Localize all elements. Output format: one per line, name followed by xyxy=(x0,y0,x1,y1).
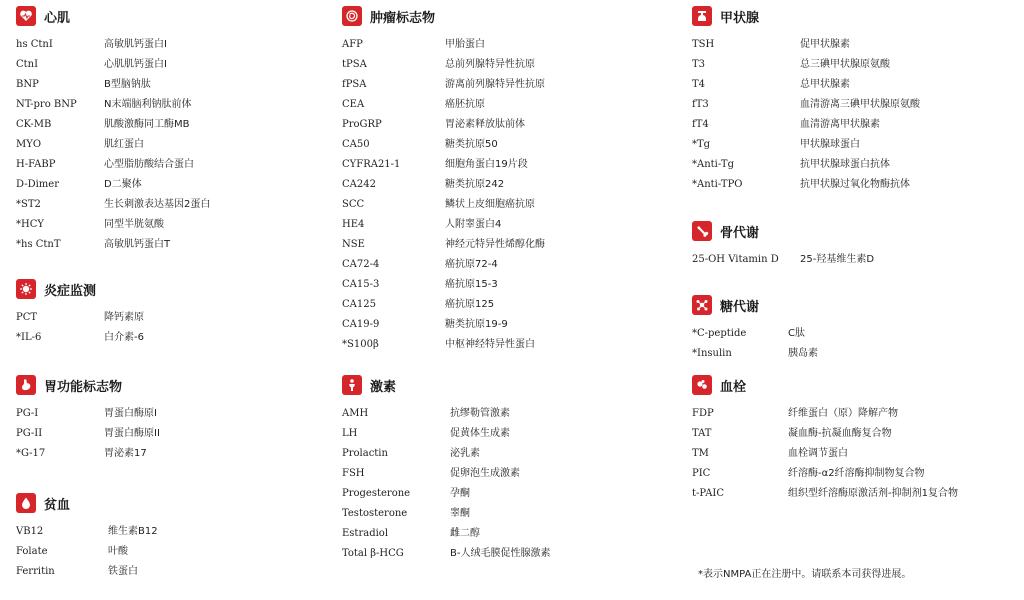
assay-name: 生长刺激表达基因2蛋白 xyxy=(104,199,211,210)
assay-abbreviation: NT-pro BNP xyxy=(16,99,77,110)
assay-row xyxy=(16,328,144,348)
assay-abbreviation: CYFRA21-1 xyxy=(342,159,401,170)
assay-abbreviation: fPSA xyxy=(342,79,367,90)
assay-row xyxy=(342,335,535,355)
assay-abbreviation: H-FABP xyxy=(16,159,56,170)
assay-abbreviation: MYO xyxy=(16,139,42,150)
section-header xyxy=(16,492,70,514)
assay-list xyxy=(692,35,920,195)
assay-row xyxy=(16,115,190,135)
assay-abbreviation: SCC xyxy=(342,199,365,210)
assay-name: 抗甲状腺球蛋白抗体 xyxy=(800,159,890,170)
section-title: 贫血 xyxy=(44,497,71,513)
assay-name: 癌抗原72-4 xyxy=(445,259,498,270)
assay-abbreviation: Total β-HCG xyxy=(342,548,404,559)
assay-abbreviation: Estradiol xyxy=(342,528,389,539)
assay-abbreviation: *Insulin xyxy=(692,348,732,359)
section-header xyxy=(692,294,759,316)
assay-abbreviation: T4 xyxy=(692,79,706,90)
assay-row xyxy=(692,344,818,364)
assay-name: 泌乳素 xyxy=(450,448,480,459)
assay-name: 纤溶酶-α2纤溶酶抑制物复合物 xyxy=(788,468,925,479)
section-header xyxy=(16,374,122,396)
assay-row xyxy=(342,135,498,155)
assay-abbreviation: Ferritin xyxy=(16,566,55,577)
assay-row xyxy=(692,324,805,344)
assay-name: 总甲状腺素 xyxy=(800,79,850,90)
assay-row xyxy=(692,464,925,484)
assay-abbreviation: PG-II xyxy=(16,428,43,439)
assay-abbreviation: *C-peptide xyxy=(692,328,747,339)
assay-abbreviation: PG-I xyxy=(16,408,39,419)
assay-name: 铁蛋白 xyxy=(108,566,138,577)
assay-row xyxy=(16,75,151,95)
section-title: 胃功能标志物 xyxy=(44,379,123,395)
assay-row xyxy=(342,255,498,275)
clot-icon xyxy=(692,375,712,395)
assay-name: 人附睾蛋白4 xyxy=(445,219,502,230)
assay-name: 高敏肌钙蛋白I xyxy=(104,39,167,50)
assay-name: N末端脑利钠肽前体 xyxy=(104,99,192,110)
assay-name: 睾酮 xyxy=(450,508,470,519)
assay-row xyxy=(16,215,164,235)
assay-row xyxy=(16,235,171,255)
assay-name: 胃蛋白酶原II xyxy=(104,428,160,439)
assay-abbreviation: *hs CtnT xyxy=(16,239,61,250)
assay-list xyxy=(692,324,818,364)
heart-icon xyxy=(16,6,36,26)
assay-abbreviation: fT3 xyxy=(692,99,709,110)
stomach-icon xyxy=(16,375,36,395)
assay-name: 癌抗原125 xyxy=(445,299,495,310)
assay-name: 糖类抗原50 xyxy=(445,139,498,150)
assay-name: 维生素B12 xyxy=(108,526,158,537)
assay-abbreviation: Testosterone xyxy=(342,508,408,519)
assay-abbreviation: ProGRP xyxy=(342,119,382,130)
assay-name: 鳞状上皮细胞癌抗原 xyxy=(445,199,535,210)
assay-name: 抗甲状腺过氧化物酶抗体 xyxy=(800,179,910,190)
assay-row xyxy=(342,155,528,175)
assay-row xyxy=(16,55,167,75)
assay-name: B-人绒毛膜促性腺激素 xyxy=(450,548,551,559)
assay-row xyxy=(692,55,890,75)
assay-row xyxy=(16,562,138,582)
assay-list xyxy=(16,522,158,582)
assay-abbreviation: TSH xyxy=(692,39,715,50)
molecule-icon xyxy=(692,295,712,315)
assay-abbreviation: FSH xyxy=(342,468,365,479)
section-wei xyxy=(16,374,160,464)
assay-list xyxy=(692,404,958,504)
assay-abbreviation: CA15-3 xyxy=(342,279,380,290)
assay-name: 血栓调节蛋白 xyxy=(788,448,848,459)
assay-abbreviation: TAT xyxy=(692,428,712,439)
assay-name: 降钙素原 xyxy=(104,312,144,323)
assay-row xyxy=(692,75,850,95)
assay-abbreviation: T3 xyxy=(692,59,706,70)
assay-row xyxy=(16,522,158,542)
assay-name: 血清游离甲状腺素 xyxy=(800,119,880,130)
assay-name: 凝血酶-抗凝血酶复合物 xyxy=(788,428,892,439)
assay-abbreviation: VB12 xyxy=(16,526,44,537)
assay-name: 心型脂肪酸结合蛋白 xyxy=(104,159,194,170)
section-xinji xyxy=(16,5,211,255)
assay-row xyxy=(692,35,850,55)
assay-row xyxy=(692,424,892,444)
thyroid-icon xyxy=(692,6,712,26)
assay-abbreviation: D-Dimer xyxy=(16,179,59,190)
section-header xyxy=(16,278,96,300)
assay-row xyxy=(342,464,520,484)
assay-name: 肌酸激酶同工酶MB xyxy=(104,119,190,130)
assay-abbreviation: CA72-4 xyxy=(342,259,380,270)
assay-row xyxy=(342,484,470,504)
section-jiazhuangxian xyxy=(692,5,920,195)
assay-name: 甲状腺球蛋白 xyxy=(800,139,860,150)
assay-name: 心肌肌钙蛋白I xyxy=(104,59,167,70)
assay-name: 肌红蛋白 xyxy=(104,139,144,150)
section-pinxue xyxy=(16,492,158,582)
assay-abbreviation: LH xyxy=(342,428,358,439)
section-xueshuan xyxy=(692,374,958,504)
assay-name: 胰岛素 xyxy=(788,348,818,359)
assay-name: 总三碘甲状腺原氨酸 xyxy=(800,59,890,70)
assay-row xyxy=(342,524,480,544)
assay-row xyxy=(342,235,545,255)
assay-abbreviation: *G-17 xyxy=(16,448,46,459)
assay-row xyxy=(16,175,142,195)
section-header xyxy=(342,374,396,396)
section-gudaixie xyxy=(692,220,875,270)
assay-row xyxy=(342,115,525,135)
assay-row xyxy=(16,195,211,215)
assay-row xyxy=(16,542,128,562)
assay-row xyxy=(342,444,480,464)
assay-name: 癌抗原15-3 xyxy=(445,279,498,290)
assay-name: 纤维蛋白（原）降解产物 xyxy=(788,408,898,419)
footnote: *表示NMPA正在注册中。请联系本司获得进展。 xyxy=(698,569,912,580)
assay-name: 胃泌素17 xyxy=(104,448,147,459)
assay-abbreviation: CK-MB xyxy=(16,119,52,130)
assay-row xyxy=(692,404,898,424)
assay-name: 甲胎蛋白 xyxy=(445,39,485,50)
section-title: 肿瘤标志物 xyxy=(370,10,436,26)
assay-abbreviation: *HCY xyxy=(16,219,44,230)
tumor-icon xyxy=(342,6,362,26)
assay-abbreviation: Prolactin xyxy=(342,448,388,459)
person-icon xyxy=(342,375,362,395)
assay-row xyxy=(16,95,192,115)
assay-name: 胃泌素释放肽前体 xyxy=(445,119,525,130)
section-header xyxy=(342,5,435,27)
assay-name: C肽 xyxy=(788,328,805,339)
assay-row xyxy=(692,175,910,195)
assay-abbreviation: Progesterone xyxy=(342,488,411,499)
assay-row xyxy=(692,95,920,115)
section-header xyxy=(692,5,759,27)
assay-name: 雌二醇 xyxy=(450,528,480,539)
assay-abbreviation: 25-OH Vitamin D xyxy=(692,254,779,265)
assay-name: 25-羟基维生素D xyxy=(800,254,875,265)
assay-row xyxy=(342,504,470,524)
assay-row xyxy=(342,35,485,55)
assay-row xyxy=(692,135,860,155)
assay-list xyxy=(692,250,875,270)
section-tangdaixie xyxy=(692,294,818,364)
assay-row xyxy=(16,135,144,155)
assay-abbreviation: hs CtnI xyxy=(16,39,53,50)
assay-name: 促卵泡生成激素 xyxy=(450,468,520,479)
assay-name: 促甲状腺素 xyxy=(800,39,850,50)
assay-row xyxy=(692,484,958,504)
section-header xyxy=(16,5,70,27)
section-title: 甲状腺 xyxy=(720,10,760,26)
assay-name: 胃蛋白酶原I xyxy=(104,408,157,419)
section-title: 激素 xyxy=(370,379,397,395)
assay-row xyxy=(342,295,495,315)
assay-abbreviation: CA242 xyxy=(342,179,376,190)
section-title: 骨代谢 xyxy=(720,225,760,241)
assay-name: 组织型纤溶酶原激活剂-抑制剂1复合物 xyxy=(788,488,958,499)
assay-row xyxy=(342,275,498,295)
section-title: 血栓 xyxy=(720,379,747,395)
assay-name: B型脑钠肽 xyxy=(104,79,151,90)
assay-row xyxy=(342,424,510,444)
assay-row xyxy=(342,95,485,115)
assay-row xyxy=(342,215,502,235)
assay-list xyxy=(342,404,551,564)
assay-row xyxy=(16,35,167,55)
assay-abbreviation: AMH xyxy=(342,408,369,419)
assay-abbreviation: TM xyxy=(692,448,709,459)
assay-abbreviation: NSE xyxy=(342,239,365,250)
assay-row xyxy=(342,404,510,424)
assay-abbreviation: t-PAIC xyxy=(692,488,725,499)
assay-list xyxy=(16,308,144,348)
assay-name: D二聚体 xyxy=(104,179,142,190)
assay-name: 细胞角蛋白19片段 xyxy=(445,159,528,170)
assay-name: 叶酸 xyxy=(108,546,128,557)
assay-name: 癌胚抗原 xyxy=(445,99,485,110)
assay-abbreviation: *Anti-TPO xyxy=(692,179,743,190)
assay-row xyxy=(342,75,545,95)
assay-row xyxy=(342,195,535,215)
assay-abbreviation: tPSA xyxy=(342,59,367,70)
assay-name: 抗缪勒管激素 xyxy=(450,408,510,419)
assay-abbreviation: HE4 xyxy=(342,219,365,230)
assay-name: 白介素-6 xyxy=(104,332,144,343)
assay-list xyxy=(342,35,545,355)
assay-row xyxy=(342,175,505,195)
assay-row xyxy=(692,155,890,175)
assay-abbreviation: *S100β xyxy=(342,339,379,350)
assay-name: 糖类抗原242 xyxy=(445,179,505,190)
assay-row xyxy=(16,444,147,464)
section-header xyxy=(692,220,759,242)
assay-row xyxy=(342,55,535,75)
assay-abbreviation: AFP xyxy=(342,39,363,50)
assay-name: 糖类抗原19-9 xyxy=(445,319,508,330)
assay-row xyxy=(16,155,194,175)
assay-row xyxy=(342,315,508,335)
assay-name: 总前列腺特异性抗原 xyxy=(445,59,535,70)
assay-name: 孕酮 xyxy=(450,488,470,499)
assay-row xyxy=(16,404,157,424)
assay-row xyxy=(16,308,144,328)
section-title: 糖代谢 xyxy=(720,299,760,315)
assay-abbreviation: CEA xyxy=(342,99,365,110)
assay-abbreviation: FDP xyxy=(692,408,714,419)
assay-row xyxy=(16,424,160,444)
assay-name: 中枢神经特异性蛋白 xyxy=(445,339,535,350)
assay-name: 同型半胱氨酸 xyxy=(104,219,164,230)
virus-icon xyxy=(16,279,36,299)
assay-abbreviation: fT4 xyxy=(692,119,709,130)
section-header xyxy=(692,374,746,396)
assay-abbreviation: PCT xyxy=(16,312,38,323)
bone-icon xyxy=(692,221,712,241)
section-zhongliu xyxy=(342,5,545,355)
section-title: 炎症监测 xyxy=(44,283,97,299)
assay-abbreviation: *Anti-Tg xyxy=(692,159,734,170)
assay-abbreviation: CA50 xyxy=(342,139,370,150)
assay-abbreviation: CtnI xyxy=(16,59,39,70)
assay-abbreviation: BNP xyxy=(16,79,39,90)
assay-name: 高敏肌钙蛋白T xyxy=(104,239,171,250)
assay-row xyxy=(342,544,551,564)
blood-drop-icon xyxy=(16,493,36,513)
assay-row xyxy=(692,444,848,464)
assay-name: 血清游离三碘甲状腺原氨酸 xyxy=(800,99,920,110)
section-yanzheng xyxy=(16,278,144,348)
assay-list xyxy=(16,404,160,464)
assay-abbreviation: *Tg xyxy=(692,139,711,150)
section-jisu xyxy=(342,374,551,564)
section-title: 心肌 xyxy=(44,10,71,26)
assay-name: 神经元特异性烯醇化酶 xyxy=(445,239,545,250)
assay-name: 游离前列腺特异性抗原 xyxy=(445,79,545,90)
assay-row xyxy=(692,250,875,270)
assay-abbreviation: *ST2 xyxy=(16,199,41,210)
assay-abbreviation: *IL-6 xyxy=(16,332,42,343)
assay-abbreviation: PIC xyxy=(692,468,711,479)
assay-name: 促黄体生成素 xyxy=(450,428,510,439)
assay-abbreviation: CA125 xyxy=(342,299,376,310)
assay-abbreviation: CA19-9 xyxy=(342,319,380,330)
assay-row xyxy=(692,115,880,135)
assay-list xyxy=(16,35,211,255)
assay-abbreviation: Folate xyxy=(16,546,48,557)
